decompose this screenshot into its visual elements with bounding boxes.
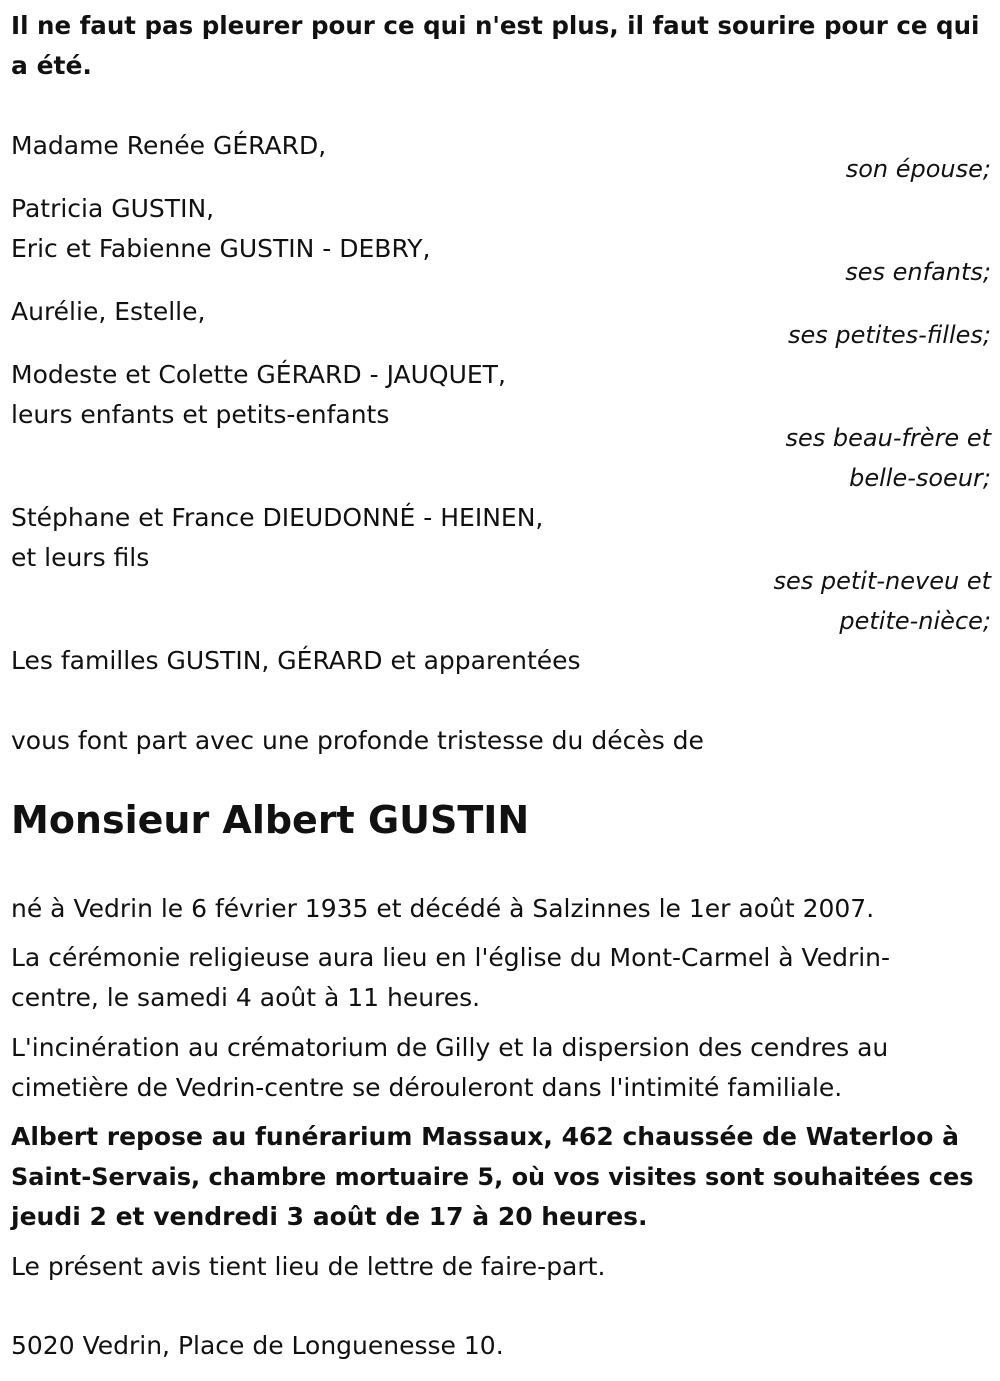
family-role: petite-nièce; <box>839 607 991 635</box>
ceremony-line: centre, le samedi 4 août à 11 heures. <box>11 983 481 1012</box>
ceremony-line: La cérémonie religieuse aura lieu en l'église du Mont-Carmel à Vedrin- <box>11 943 891 972</box>
notice-text: Le présent avis tient lieu de lettre de faire-part. <box>11 1252 606 1281</box>
family-name: Modeste et Colette GÉRARD - JAUQUET, <box>11 360 506 389</box>
family-name: Madame Renée GÉRARD, <box>11 131 327 160</box>
family-role: ses beau-frère et <box>785 424 991 452</box>
visit-line: Albert repose au funérarium Massaux, 462 chaussée de Waterloo à <box>11 1122 959 1151</box>
quote-line-2: a été. <box>11 51 92 80</box>
family-name: et leurs fils <box>11 543 150 572</box>
family-role: ses petites-filles; <box>787 321 991 349</box>
visit-line: jeudi 2 et vendredi 3 août de 17 à 20 heures. <box>11 1202 648 1231</box>
family-name: Patricia GUSTIN, <box>11 194 215 223</box>
family-role: ses enfants; <box>845 258 991 286</box>
visit-line: Saint-Servais, chambre mortuaire 5, où vos visites sont souhaitées ces <box>11 1163 974 1191</box>
family-role: son épouse; <box>845 155 991 183</box>
family-name: Les familles GUSTIN, GÉRARD et apparentées <box>11 646 581 675</box>
family-name: Eric et Fabienne GUSTIN - DEBRY, <box>11 234 431 263</box>
family-name: Aurélie, Estelle, <box>11 297 206 326</box>
cremation-line: cimetière de Vedrin-centre se dérouleront dans l'intimité familiale. <box>11 1073 843 1102</box>
family-role: ses petit-neveu et <box>773 567 991 595</box>
birth-death: né à Vedrin le 6 février 1935 et décédé à Salzinnes le 1er août 2007. <box>11 894 875 923</box>
announcement: vous font part avec une profonde tristesse du décès de <box>11 726 704 755</box>
family-role: belle-soeur; <box>849 464 991 492</box>
deceased-name: Monsieur Albert GUSTIN <box>11 798 530 842</box>
address: 5020 Vedrin, Place de Longuenesse 10. <box>11 1331 504 1360</box>
quote-line-1: Il ne faut pas pleurer pour ce qui n'est plus, il faut sourire pour ce qui <box>11 11 980 40</box>
family-name: Stéphane et France DIEUDONNÉ - HEINEN, <box>11 503 544 532</box>
family-name: leurs enfants et petits-enfants <box>11 400 390 429</box>
cremation-line: L'incinération au crématorium de Gilly et la dispersion des cendres au <box>11 1033 889 1062</box>
